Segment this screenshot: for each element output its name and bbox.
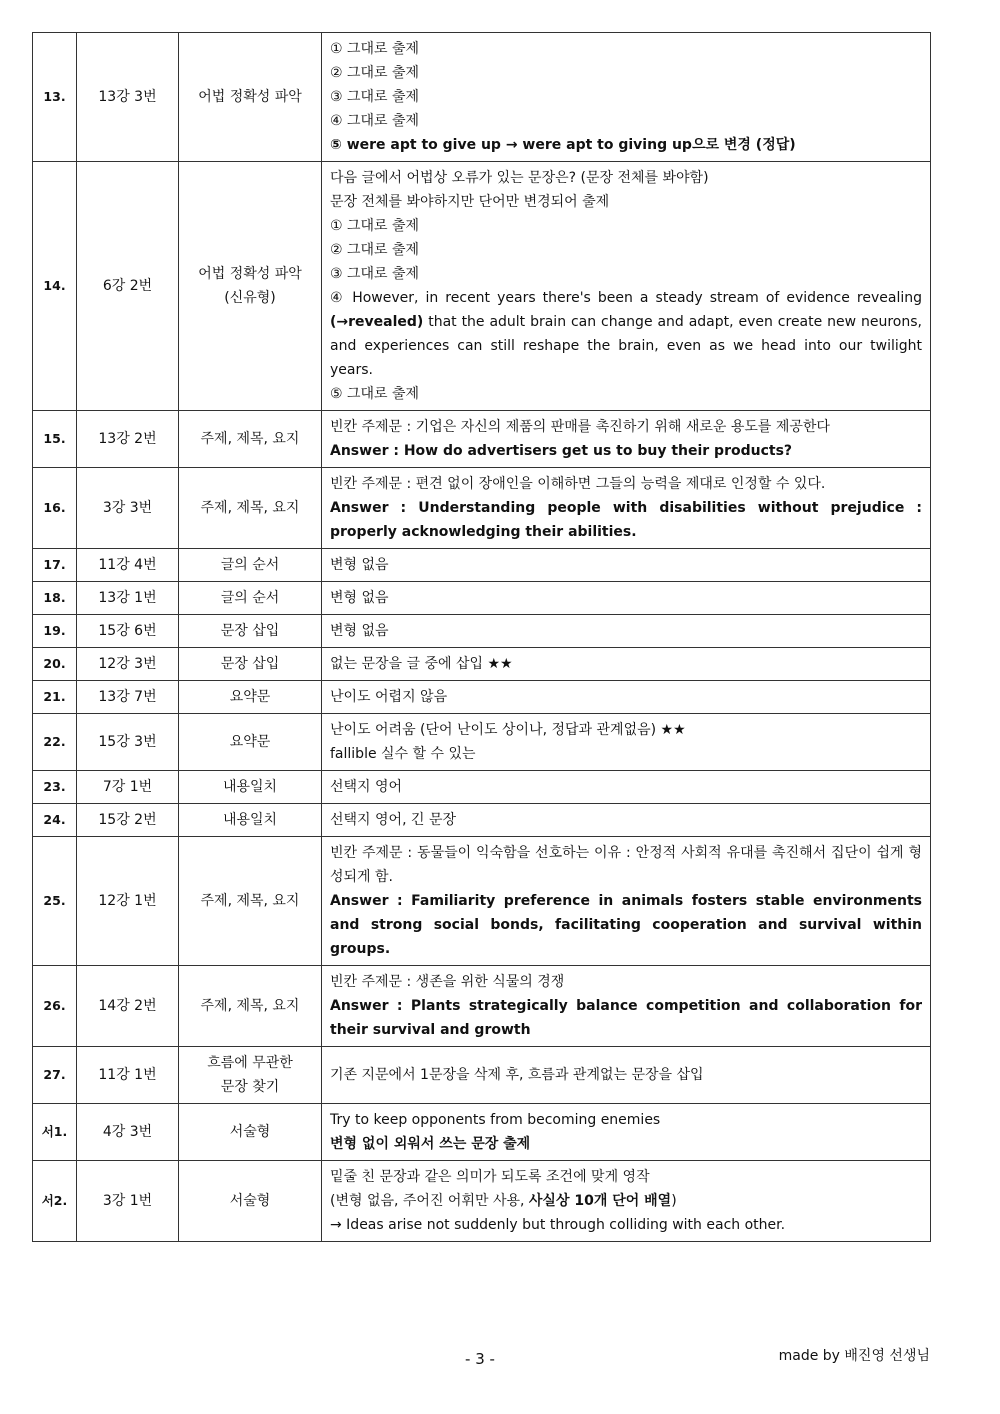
question-notes <box>322 714 931 771</box>
question-type <box>179 648 322 681</box>
source-lesson: 11강 1번 <box>77 1047 179 1104</box>
note-text: 빈칸 주제문 : 생존을 위한 식물의 경쟁 <box>330 974 565 990</box>
table-row <box>33 1161 931 1242</box>
note-line <box>330 841 922 889</box>
table-row <box>33 1104 931 1161</box>
note-text: ④ However, in recent years there's been a steady stream of evidence revealing <box>330 290 922 306</box>
source-lesson: 12강 1번 <box>77 837 179 966</box>
source-lesson: 15강 3번 <box>77 714 179 771</box>
question-type-line: 주제, 제목, 요지 <box>200 500 300 516</box>
table-row <box>33 33 931 162</box>
note-text: 변형 없음 <box>330 623 389 639</box>
question-notes <box>322 804 931 837</box>
question-type <box>179 33 322 162</box>
note-text-bold: (→revealed) <box>330 314 424 330</box>
question-number: 22. <box>33 714 77 771</box>
table-body <box>33 33 931 1242</box>
note-text: 빈칸 주제문 : 동물들이 익숙함을 선호하는 이유 : 안정적 사회적 유대를 촉진해서 집단이 쉽게 형성되게 함. <box>330 845 922 885</box>
question-type <box>179 615 322 648</box>
source-lesson: 15강 2번 <box>77 804 179 837</box>
question-type <box>179 549 322 582</box>
question-type <box>179 1104 322 1161</box>
note-line <box>330 109 922 133</box>
question-type-line: 요약문 <box>229 689 271 705</box>
note-text: 변형 없음 <box>330 557 389 573</box>
note-text: ④ 그대로 출제 <box>330 113 420 129</box>
question-notes <box>322 1104 931 1161</box>
note-line <box>330 496 922 544</box>
question-type-line: (신유형) <box>224 290 276 306</box>
question-type-line: 서술형 <box>229 1124 271 1140</box>
author-credit: made by 배진영 선생님 <box>778 1348 930 1364</box>
note-line <box>330 1213 922 1237</box>
note-text: ① 그대로 출제 <box>330 218 420 234</box>
page-number: - 3 - <box>465 1350 495 1368</box>
question-notes <box>322 411 931 468</box>
question-number: 25. <box>33 837 77 966</box>
question-type <box>179 411 322 468</box>
source-lesson: 15강 6번 <box>77 615 179 648</box>
note-line <box>330 586 922 610</box>
note-line <box>330 619 922 643</box>
question-type <box>179 714 322 771</box>
question-number: 18. <box>33 582 77 615</box>
question-type-line: 글의 순서 <box>220 590 280 606</box>
question-number: 15. <box>33 411 77 468</box>
question-notes <box>322 1047 931 1104</box>
question-number: 19. <box>33 615 77 648</box>
note-line <box>330 808 922 832</box>
note-line <box>330 1063 922 1087</box>
question-type <box>179 582 322 615</box>
source-lesson: 6강 2번 <box>77 162 179 411</box>
note-line <box>330 190 922 214</box>
question-type-line: 요약문 <box>229 734 271 750</box>
table-row <box>33 162 931 411</box>
question-notes <box>322 681 931 714</box>
question-notes <box>322 615 931 648</box>
question-type <box>179 1047 322 1104</box>
note-line <box>330 439 922 463</box>
question-number: 13. <box>33 33 77 162</box>
question-type <box>179 771 322 804</box>
note-line <box>330 262 922 286</box>
question-type <box>179 966 322 1047</box>
question-notes <box>322 648 931 681</box>
question-notes <box>322 33 931 162</box>
note-line <box>330 1165 922 1189</box>
note-text: Try to keep opponents from becoming enemies <box>330 1112 661 1128</box>
question-type-line: 어법 정확성 파악 <box>198 266 302 282</box>
note-text: 선택지 영어 <box>330 779 403 795</box>
question-notes <box>322 966 931 1047</box>
note-text: 난이도 어려움 (단어 난이도 상이나, 정답과 관계없음) ★★ <box>330 722 686 738</box>
note-text: ① 그대로 출제 <box>330 41 420 57</box>
note-line <box>330 286 922 382</box>
question-number: 14. <box>33 162 77 411</box>
question-number: 21. <box>33 681 77 714</box>
note-line <box>330 133 922 157</box>
note-text: fallible 실수 할 수 있는 <box>330 746 476 762</box>
note-text: ② 그대로 출제 <box>330 242 420 258</box>
note-text: 선택지 영어, 긴 문장 <box>330 812 456 828</box>
note-text: 없는 문장을 글 중에 삽입 ★★ <box>330 656 513 672</box>
note-line <box>330 889 922 961</box>
note-text-bold: ⑤ were apt to give up → were apt to giving up으로 변경 (정답) <box>330 137 796 153</box>
note-line <box>330 472 922 496</box>
table-row <box>33 582 931 615</box>
note-text: ② 그대로 출제 <box>330 65 420 81</box>
question-type-line: 문장 삽입 <box>220 623 280 639</box>
question-notes <box>322 582 931 615</box>
note-line <box>330 238 922 262</box>
question-number: 24. <box>33 804 77 837</box>
note-text: → Ideas arise not suddenly but through colliding with each other. <box>330 1217 786 1233</box>
note-text-bold: Answer : How do advertisers get us to buy their products? <box>330 443 793 459</box>
source-lesson: 12강 3번 <box>77 648 179 681</box>
note-line <box>330 994 922 1042</box>
note-line <box>330 652 922 676</box>
question-type-line: 서술형 <box>229 1193 271 1209</box>
note-text: ⑤ 그대로 출제 <box>330 386 420 402</box>
question-type <box>179 468 322 549</box>
question-notes <box>322 837 931 966</box>
source-lesson: 13강 2번 <box>77 411 179 468</box>
question-type-line: 주제, 제목, 요지 <box>200 998 300 1014</box>
question-type <box>179 681 322 714</box>
note-text-bold: 변형 없이 외워서 쓰는 문장 출제 <box>330 1136 531 1152</box>
note-line <box>330 1108 922 1132</box>
question-notes <box>322 162 931 411</box>
source-lesson: 7강 1번 <box>77 771 179 804</box>
question-notes <box>322 1161 931 1242</box>
note-text-bold: 사실상 10개 단어 배열 <box>528 1193 672 1209</box>
question-number: 16. <box>33 468 77 549</box>
note-text: 밑줄 친 문장과 같은 의미가 되도록 조건에 맞게 영작 <box>330 1169 650 1185</box>
table-row <box>33 549 931 582</box>
table-row <box>33 804 931 837</box>
question-number: 17. <box>33 549 77 582</box>
note-text: ③ 그대로 출제 <box>330 89 420 105</box>
source-lesson: 14강 2번 <box>77 966 179 1047</box>
source-lesson: 3강 3번 <box>77 468 179 549</box>
note-line <box>330 1189 922 1213</box>
question-type-line: 문장 삽입 <box>220 656 280 672</box>
question-type-line: 내용일치 <box>222 812 278 828</box>
question-type <box>179 162 322 411</box>
note-line <box>330 166 922 190</box>
source-lesson: 4강 3번 <box>77 1104 179 1161</box>
question-type-line: 흐름에 무관한 <box>207 1055 293 1071</box>
note-line <box>330 37 922 61</box>
question-type-line: 어법 정확성 파악 <box>198 89 302 105</box>
note-line <box>330 382 922 406</box>
source-lesson: 13강 1번 <box>77 582 179 615</box>
note-text: 난이도 어렵지 않음 <box>330 689 448 705</box>
table-row <box>33 681 931 714</box>
exam-analysis-table <box>32 32 931 1242</box>
note-line <box>330 775 922 799</box>
note-text: that the adult brain can change and adapt, even create new neurons, and experiences can still reshape the brain, even as we head into our twilight years. <box>330 314 922 378</box>
note-text: 변형 없음 <box>330 590 389 606</box>
note-text-bold: Answer : Familiarity preference in animals fosters stable environments and strong social bonds, facilitating cooperation and survival within groups. <box>330 893 922 957</box>
table-row <box>33 1047 931 1104</box>
question-type-line: 주제, 제목, 요지 <box>200 893 300 909</box>
question-type <box>179 804 322 837</box>
note-text: 다음 글에서 어법상 오류가 있는 문장은? (문장 전체를 봐야함) <box>330 170 709 186</box>
table-row <box>33 771 931 804</box>
question-type <box>179 1161 322 1242</box>
source-lesson: 3강 1번 <box>77 1161 179 1242</box>
question-number: 서2. <box>33 1161 77 1242</box>
note-line <box>330 415 922 439</box>
source-lesson: 13강 7번 <box>77 681 179 714</box>
question-type-line: 글의 순서 <box>220 557 280 573</box>
note-line <box>330 742 922 766</box>
question-number: 20. <box>33 648 77 681</box>
note-text: 기존 지문에서 1문장을 삭제 후, 흐름과 관계없는 문장을 삽입 <box>330 1067 704 1083</box>
note-text: ) <box>671 1193 677 1209</box>
note-line <box>330 85 922 109</box>
table-row <box>33 615 931 648</box>
question-type <box>179 837 322 966</box>
note-line <box>330 553 922 577</box>
question-type-line: 주제, 제목, 요지 <box>200 431 300 447</box>
question-number: 23. <box>33 771 77 804</box>
note-text-bold: Answer : Understanding people with disabilities without prejudice : properly acknowledging their abilities. <box>330 500 922 540</box>
question-notes <box>322 549 931 582</box>
note-line <box>330 685 922 709</box>
note-text: ③ 그대로 출제 <box>330 266 420 282</box>
note-line <box>330 61 922 85</box>
question-type-line: 내용일치 <box>222 779 278 795</box>
question-notes <box>322 468 931 549</box>
table-row <box>33 411 931 468</box>
note-text: (변형 없음, 주어진 어휘만 사용, <box>330 1193 529 1209</box>
source-lesson: 13강 3번 <box>77 33 179 162</box>
question-type-line: 문장 찾기 <box>220 1079 280 1095</box>
note-text-bold: Answer : Plants strategically balance competition and collaboration for their survival and growth <box>330 998 922 1038</box>
question-number: 26. <box>33 966 77 1047</box>
table-row <box>33 837 931 966</box>
table-row <box>33 714 931 771</box>
table-row <box>33 648 931 681</box>
note-text: 빈칸 주제문 : 기업은 자신의 제품의 판매를 촉진하기 위해 새로운 용도를 제공한다 <box>330 419 830 435</box>
note-text: 문장 전체를 봐야하지만 단어만 변경되어 출제 <box>330 194 610 210</box>
table-row <box>33 468 931 549</box>
note-line <box>330 970 922 994</box>
note-line <box>330 718 922 742</box>
note-line <box>330 1132 922 1156</box>
question-number: 27. <box>33 1047 77 1104</box>
note-line <box>330 214 922 238</box>
source-lesson: 11강 4번 <box>77 549 179 582</box>
table-row <box>33 966 931 1047</box>
question-notes <box>322 771 931 804</box>
note-text: 빈칸 주제문 : 편견 없이 장애인을 이해하면 그들의 능력을 제대로 인정할 수 있다. <box>330 476 826 492</box>
question-number: 서1. <box>33 1104 77 1161</box>
